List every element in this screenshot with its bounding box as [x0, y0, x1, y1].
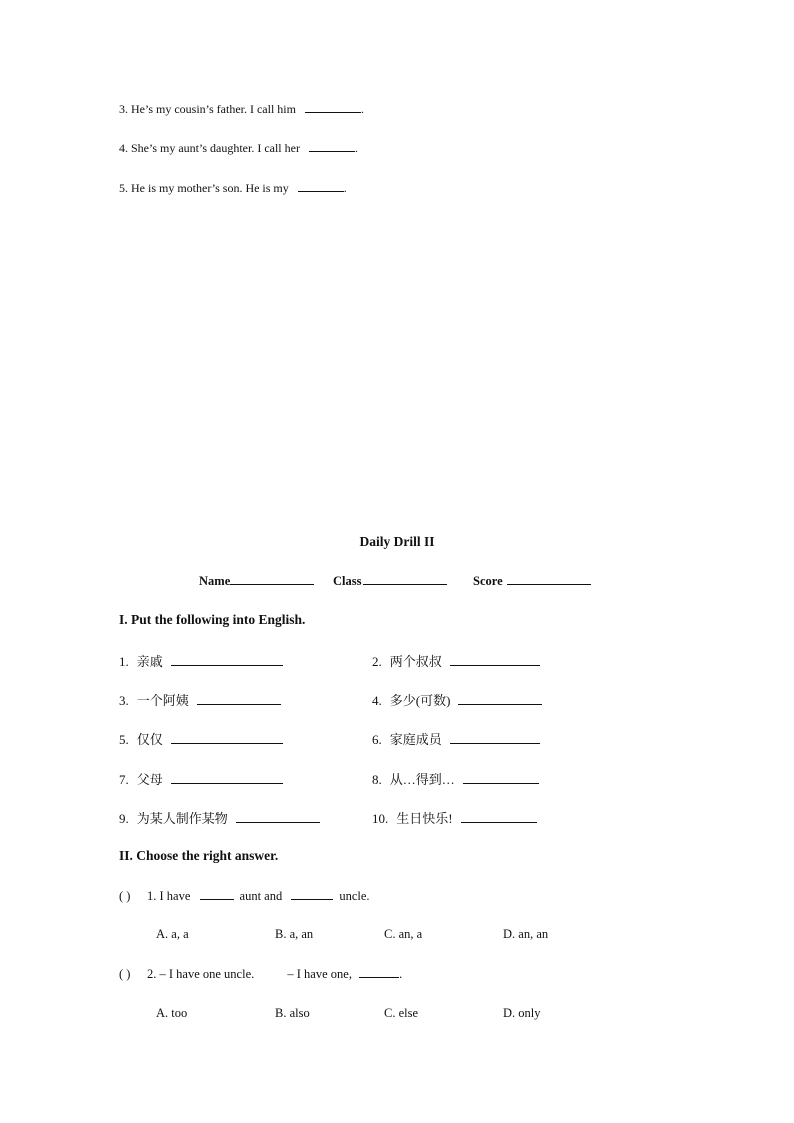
name-label: Name	[199, 574, 231, 588]
vocab-text: 多少(可数)	[389, 693, 451, 708]
score-blank[interactable]	[507, 573, 591, 585]
q1-blank-b[interactable]	[291, 888, 333, 900]
vocab-blank[interactable]	[171, 732, 283, 744]
q1-option-b[interactable]: B. a, an	[275, 927, 314, 941]
vocab-blank[interactable]	[197, 693, 281, 705]
section-2-heading: II. Choose the right answer.	[119, 848, 279, 863]
vocab-item-7	[119, 769, 283, 788]
vocab-num: 9.	[119, 811, 129, 826]
question-5-text: 5. He is my mother’s son. He is my	[119, 181, 289, 195]
vocab-text: 为某人制作某物	[136, 811, 228, 826]
period: .	[354, 141, 358, 155]
vocab-blank[interactable]	[450, 732, 540, 744]
q1-part-c: uncle.	[339, 889, 370, 903]
q2-part-b: – I have one,	[287, 967, 352, 981]
class-label: Class	[333, 574, 362, 588]
vocab-num: 4.	[372, 693, 382, 708]
vocab-text: 亲戚	[136, 654, 163, 669]
vocab-num: 2.	[372, 654, 382, 669]
vocab-blank[interactable]	[463, 772, 539, 784]
vocab-blank[interactable]	[171, 654, 283, 666]
answer-blank-5[interactable]	[298, 180, 344, 192]
vocab-blank[interactable]	[171, 772, 283, 784]
q1-option-a[interactable]: A. a, a	[156, 927, 189, 941]
vocab-num: 7.	[119, 772, 129, 787]
vocab-text: 两个叔叔	[389, 654, 442, 669]
vocab-text: 仅仅	[136, 732, 163, 747]
q1-option-d[interactable]: D. an, an	[503, 927, 549, 941]
class-field	[333, 573, 447, 589]
vocab-item-2	[372, 651, 540, 670]
vocab-blank[interactable]	[461, 811, 537, 823]
question-3-text: 3. He’s my cousin’s father. I call him	[119, 102, 296, 116]
vocab-item-3	[119, 690, 281, 709]
question-4	[119, 140, 358, 156]
q1-part-b: aunt and	[239, 889, 283, 903]
vocab-blank[interactable]	[450, 654, 540, 666]
vocab-num: 8.	[372, 772, 382, 787]
vocab-blank[interactable]	[458, 693, 542, 705]
q1-option-c[interactable]: C. an, a	[384, 927, 423, 941]
mc-question-1	[119, 888, 370, 904]
answer-blank-4[interactable]	[309, 140, 355, 152]
question-5	[119, 180, 347, 196]
question-3	[119, 101, 364, 117]
period: .	[360, 102, 364, 116]
q2-option-c[interactable]: C. else	[384, 1006, 419, 1020]
vocab-item-9	[119, 808, 320, 827]
vocab-text: 家庭成员	[389, 732, 442, 747]
vocab-num: 3.	[119, 693, 129, 708]
section-1-heading: I. Put the following into English.	[119, 612, 306, 627]
q1-part-a: 1. I have	[147, 889, 191, 903]
vocab-item-5	[119, 729, 283, 748]
vocab-item-6	[372, 729, 540, 748]
vocab-num: 6.	[372, 732, 382, 747]
vocab-item-10	[372, 808, 537, 827]
answer-blank-3[interactable]	[305, 101, 361, 113]
q2-option-a[interactable]: A. too	[156, 1006, 188, 1020]
q2-option-d[interactable]: D. only	[503, 1006, 541, 1020]
class-blank[interactable]	[363, 573, 447, 585]
q2-option-b[interactable]: B. also	[275, 1006, 310, 1020]
q2-part-c: .	[399, 967, 403, 981]
vocab-item-4	[372, 690, 542, 709]
vocab-text: 从…得到…	[389, 772, 455, 787]
q1-blank-a[interactable]	[200, 888, 234, 900]
q2-blank[interactable]	[359, 966, 399, 978]
answer-paren[interactable]: ( )	[119, 967, 131, 981]
vocab-num: 1.	[119, 654, 129, 669]
vocab-num: 10.	[372, 811, 389, 826]
name-blank[interactable]	[230, 573, 314, 585]
vocab-blank[interactable]	[236, 811, 320, 823]
page-title: Daily Drill II	[359, 534, 435, 549]
mc-question-2	[119, 966, 402, 982]
vocab-text: 生日快乐!	[396, 811, 453, 826]
name-field	[199, 573, 314, 589]
vocab-text: 一个阿姨	[136, 693, 189, 708]
vocab-item-8	[372, 769, 539, 788]
score-label: Score	[473, 574, 503, 588]
answer-paren[interactable]: ( )	[119, 889, 131, 903]
question-4-text: 4. She’s my aunt’s daughter. I call her	[119, 141, 300, 155]
score-field	[473, 573, 591, 589]
q2-part-a: 2. – I have one uncle.	[147, 967, 255, 981]
vocab-item-1	[119, 651, 283, 670]
vocab-text: 父母	[136, 772, 163, 787]
period: .	[343, 181, 347, 195]
vocab-num: 5.	[119, 732, 129, 747]
